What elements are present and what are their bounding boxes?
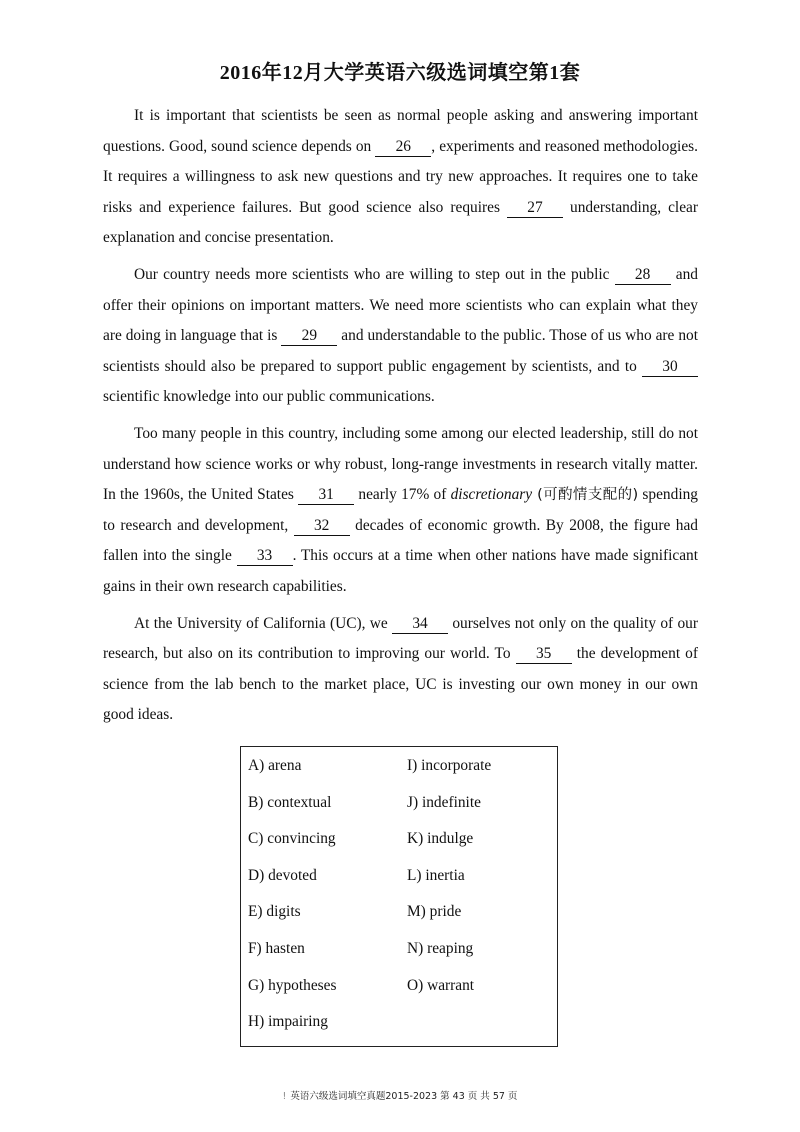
- option-c: C) convincing: [248, 830, 336, 848]
- text-segment: ourselves not only on the quality of our research, but also on its contribution to improving our world. To: [103, 614, 698, 663]
- blank-27: 27: [507, 199, 563, 218]
- blank-26: 26: [375, 138, 431, 157]
- option-o: O) warrant: [407, 976, 475, 994]
- blank-33: 33: [237, 547, 293, 566]
- text-segment: It is important that scientists be seen as normal people asking and answering important questions. Good, sound science depends on: [103, 107, 698, 155]
- footer-mark: !: [282, 1091, 287, 1102]
- paragraph-4: [103, 609, 698, 731]
- option-d: D) devoted: [248, 866, 317, 884]
- word-bank-grid: [248, 757, 557, 1050]
- option-h: H) impairing: [248, 1013, 328, 1031]
- option-n: N) reaping: [407, 939, 474, 957]
- text-segment: and offer their opinions on important matters. We need more scientists who can explain what they are doing in language that is: [103, 265, 698, 345]
- option-f: F) hasten: [248, 939, 305, 957]
- paragraph-3: [103, 419, 698, 603]
- italic-term: discretionary: [450, 486, 533, 504]
- page-title: 2016年12月大学英语六级选词填空第1套: [219, 62, 581, 84]
- page-footer: [0, 1088, 800, 1102]
- blank-28: 28: [615, 266, 671, 285]
- text-segment: At the University of California (UC), we: [134, 614, 393, 632]
- text-segment: nearly 17% of: [354, 486, 451, 504]
- blank-35: 35: [516, 645, 572, 664]
- text-segment: , experiments and reasoned methodologies. It requires a willingness to ask new questions and try new approaches. It requires one to take risks and experience failures. But good science also requires: [103, 137, 698, 216]
- footer-text: 英语六级选词填空真题2015-2023 第 43 页 共 57 页: [290, 1091, 518, 1102]
- option-a: A) arena: [248, 757, 302, 774]
- text-segment: Too many people in this country, including some among our elected leadership, still do not understand how science works or why robust, long-range investments in research vitally matter. In the 1960s, the United States: [103, 424, 698, 504]
- option-g: G) hypotheses: [248, 976, 337, 994]
- option-b: B) contextual: [248, 793, 332, 811]
- blank-32: 32: [294, 517, 350, 536]
- text-segment: scientific knowledge into our public communications.: [103, 388, 435, 406]
- chinese-gloss: (可酌情支配的): [532, 487, 639, 504]
- blank-31: 31: [298, 486, 354, 505]
- text-segment: the development of science from the lab bench to the market place, UC is investing our own money in our own good ideas.: [103, 645, 698, 724]
- text-segment: understanding, clear explanation and concise presentation.: [103, 198, 698, 247]
- text-segment: . This occurs at a time when other nations have made significant gains in their own research capabilities.: [103, 547, 699, 595]
- paragraph-1: [103, 101, 698, 254]
- blank-29: 29: [281, 327, 337, 346]
- option-k: K) indulge: [407, 830, 474, 848]
- passage: [103, 101, 698, 737]
- option-i: I) incorporate: [407, 757, 492, 774]
- option-m: M) pride: [407, 903, 462, 921]
- paragraph-2: [103, 260, 698, 413]
- text-segment: spending to research and development,: [103, 486, 698, 534]
- text-segment: Our country needs more scientists who are willing to step out in the public: [134, 265, 615, 283]
- option-l: L) inertia: [407, 866, 465, 884]
- text-segment: and understandable to the public. Those of us who are not scientists should also be prepared to support public engagement by scientists, and to: [103, 327, 698, 375]
- blank-34: 34: [392, 615, 448, 634]
- option-e: E) digits: [248, 903, 301, 921]
- text-segment: decades of economic growth. By 2008, the figure had fallen into the single: [103, 516, 698, 565]
- word-bank-box: [240, 746, 558, 1047]
- option-j: J) indefinite: [407, 793, 481, 811]
- blank-30: 30: [642, 358, 698, 377]
